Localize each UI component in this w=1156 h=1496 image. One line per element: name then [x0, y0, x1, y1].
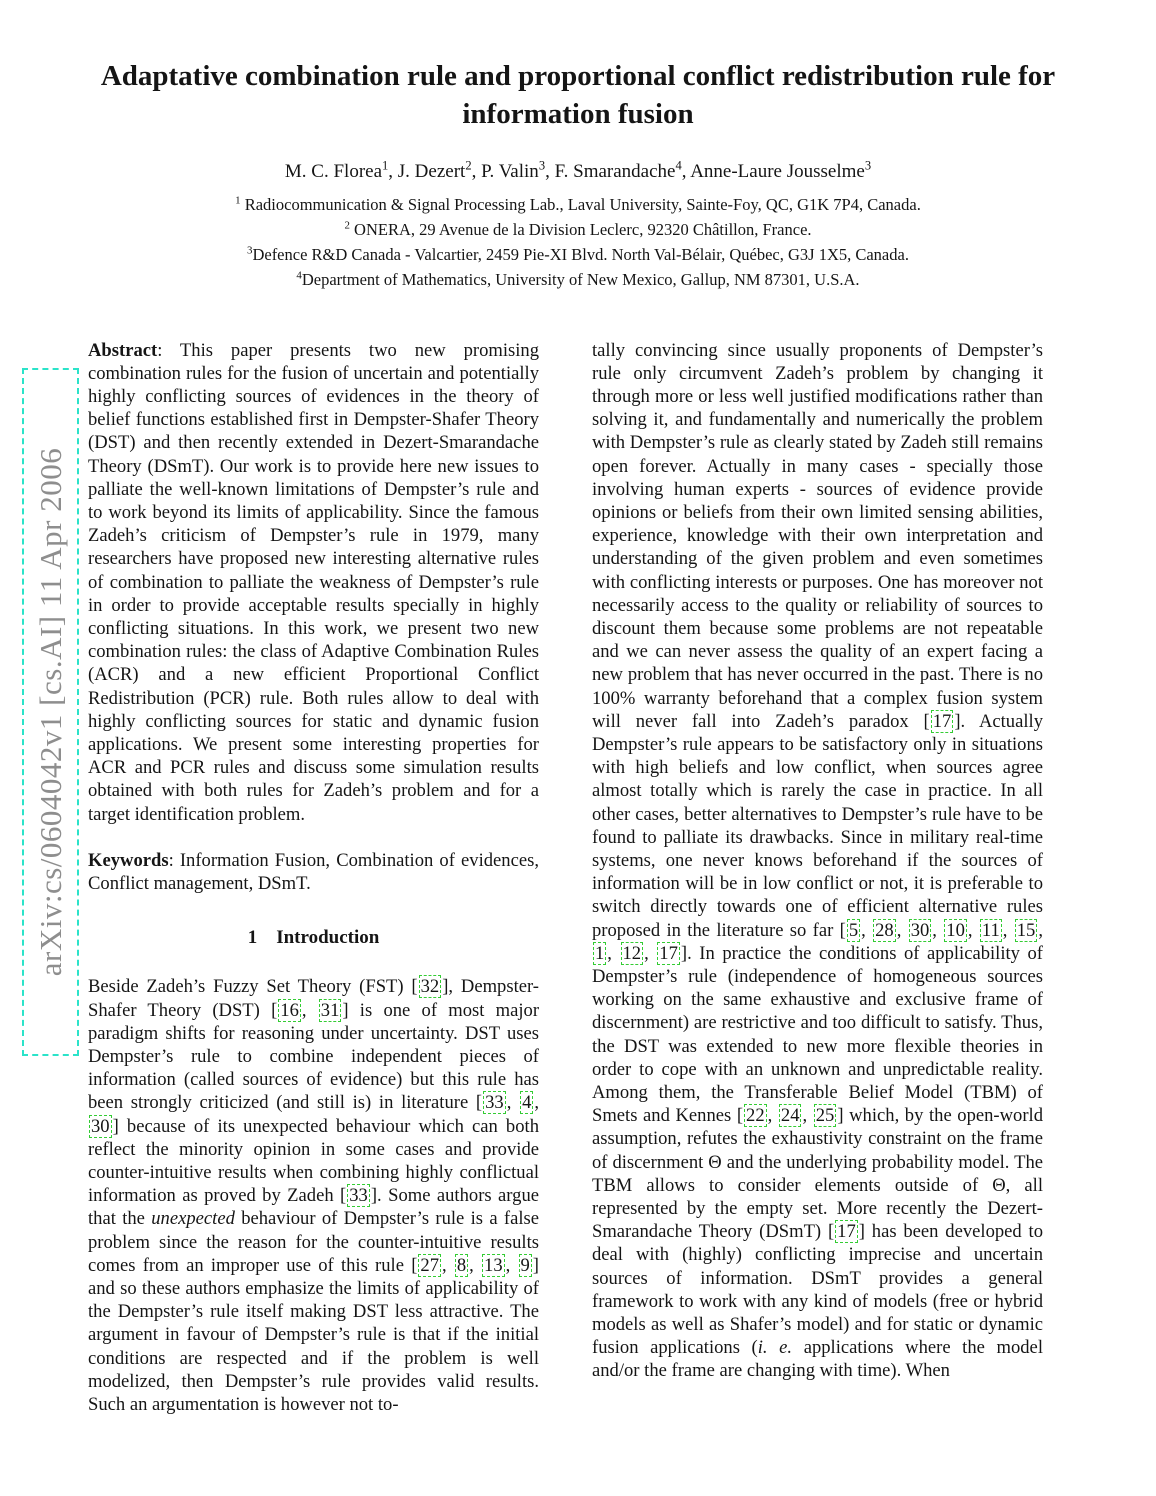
- affiliation-line: $^1$ Radiocommunication & Signal Processing Lab., Laval University, Sainte-Foy, QC, G1K 7P4, Canada.: [235, 194, 921, 214]
- citation-link[interactable]: 9: [520, 1254, 530, 1276]
- affiliation-line: $^2$ ONERA, 29 Avenue de la Division Leclerc, 92320 Châtillon, France.: [344, 219, 812, 239]
- paper-title: Adaptative combination rule and proportional conflict redistribution rule for information fusion: [100, 60, 1056, 131]
- citation-link[interactable]: 33: [349, 1185, 368, 1207]
- affiliation-line: $^4$Department of Mathematics, University of New Mexico, Gallup, NM 87301, U.S.A.: [296, 269, 860, 289]
- author-affiliation-ref: 2: [465, 158, 472, 173]
- author-name: Anne-Laure Jousselme: [690, 160, 865, 182]
- introduction-paragraph: Beside Zadeh’s Fuzzy Set Theory (FST) [ 32 ], Dempster-Shafer Theory (DST) [ 16 , 31 ] is one of most major paradigm shifts for reasoning under uncertainty. DST uses Dempster’s rule to combine independent pieces of information (called sources of evidence) but this rule has been strongly criticized (and still is) in literature [ 33 , 4 , 30 ] because of its unexpected behaviour which can both reflect the minority opinion in some cases and provide counter-intuitive results when combining highly conflictual information as proved by Zadeh [ 33 ]. Some authors argue that the unexpected behaviour of Dempster’s rule is a false problem since the reason for the counter-intuitive results comes from an improper use of this rule [ 27 , 8 , 13 , 9 ] and so these authors emphasize the limits of applicability of the Dempster’s rule itself making DST less attractive. The argument in favour of Dempster’s rule is that if the initial conditions are respected and if the problem is well modelized, then Dempster’s rule provides valid results. Such an argumentation is however not to-: [88, 976, 540, 1416]
- introduction-continuation-paragraph: tally convincing since usually proponents of Dempster’s rule only circumvent Zadeh’s problem by changing it through more or less well justified modifications rather than solving it, and fundamentally and numerically the problem with Dempster’s rule as clearly stated by Zadeh still remains open forever. Actually in many cases - specially those involving human experts - sources of evidence provide opinions or beliefs from their own limited sensing abilities, experience, knowledge with their own interpretation and understanding of the given problem and even sometimes with conflicting interests or purposes. One has moreover not necessarily access to the quality or reliability of sources to discount them because some problems are not repeatable and we can never assess the quality of an expert facing a new problem that has never occurred in the past. There is no 100% warranty beforehand that a complex fusion system will never fall into Zadeh’s paradox [ 17 ]. Actually Dempster’s rule appears to be satisfactory only in situations with high beliefs and low conflict, when sources agree almost totally which is rarely the case in practice. In all other cases, better alternatives to Dempster’s rule have to be found to palliate its drawbacks. Since in military real-time systems, one never knows beforehand if the sources of information will be in low conflict or not, it is preferable to switch directly towards one of efficient alternative rules proposed in the literature so far [ 5 , 28 , 30 , 10 , 11 , 15 , 1 , 12 , 17 ]. In practice the conditions of applicability of Dempster’s rule (independence of homogeneous sources working on the same exhaustive and exclusive frame of discernment) are restrictive and too difficult to satisfy. Thus, the DST was extended to new more flexible theories in order to cope with an unknown and unpredictable reality. Among them, the Transferable Belief Model (TBM) of Smets and Kennes [ 22 , 24 , 25 ] which, by the open-world assumption, refutes the exhaustivity constraint on the frame of discernment Θ and the underlying probability model. The TBM allows to consider elements outside of Θ, all represented by the empty set. More recently the Dezert-Smarandache Theory (DSmT) [ 17 ] has been developed to deal with (highly) conflicting imprecise and uncertain sources of information. DSmT provides a general framework to work with any kind of models (free or hybrid models as well as Shafer’s model) and for static or dynamic fusion applications (i. e. applications where the model and/or the frame are changing with time). When: [592, 339, 1044, 1382]
- citation-link[interactable]: 17: [837, 1221, 856, 1243]
- citation-link[interactable]: 11: [981, 919, 1000, 941]
- citation-link[interactable]: 16: [280, 999, 299, 1021]
- author-affiliation-ref: 3: [538, 158, 546, 173]
- author-affiliation-ref: 1: [382, 158, 389, 173]
- right-column: [592, 339, 1043, 1417]
- author-name: M. C. Florea: [284, 160, 383, 182]
- affiliation-line: $^3$Defence R&D Canada - Valcartier, 2459 Pie-XI Blvd. North Val-Bélair, Québec, G3J 1X5, Canada.: [247, 244, 909, 264]
- citation-link[interactable]: 30: [910, 919, 930, 941]
- two-column-body: [88, 339, 1043, 1417]
- citation-link[interactable]: 30: [91, 1115, 110, 1137]
- author-name: J. Dezert: [397, 160, 466, 182]
- author-line: M. C. Florea$^1$, J. Dezert$^2$, P. Valin$^3$, F. Smarandache$^4$, Anne-Laure Jousselme$^3$: [284, 158, 872, 182]
- arxiv-watermark-box: [22, 368, 79, 1056]
- author-name: F. Smarandache: [554, 160, 676, 182]
- abstract-paragraph: Abstract: This paper presents two new promising combination rules for the fusion of uncertain and potentially highly conflicting sources of evidences in the theory of belief functions established first in Dempster-Shafer Theory (DST) and then recently extended in Dezert-Smarandache Theory (DSmT). Our work is to provide here new issues to palliate the well-known limitations of Dempster’s rule and to work beyond its limits of applicability. Since the famous Zadeh’s criticism of Dempster’s rule in 1979, many researchers have proposed new interesting alternative rules of combination to palliate the weakness of Dempster’s rule in order to provide acceptable results specially in highly conflicting situations. In this work, we present two new combination rules: the class of Adaptive Combination Rules (ACR) and a new efficient Proportional Conflict Redistribution (PCR) rule. Both rules allow to deal with highly conflicting sources for static and dynamic fusion applications. We present some interesting properties for ACR and PCR rules and discuss some simulation results obtained with both rules for Zadeh’s problem and for a target identification problem.: [88, 339, 539, 825]
- citation-link[interactable]: 10: [946, 919, 965, 941]
- citation-link[interactable]: 4: [522, 1092, 532, 1114]
- author-name: P. Valin: [481, 160, 539, 182]
- citation-link[interactable]: 1: [595, 942, 605, 964]
- citation-link[interactable]: 17: [932, 710, 952, 732]
- citation-link[interactable]: 32: [420, 976, 440, 998]
- citation-link[interactable]: 22: [746, 1105, 765, 1127]
- citation-link[interactable]: 33: [485, 1092, 504, 1114]
- author-affiliation-ref: 3: [864, 158, 872, 173]
- citation-link[interactable]: 13: [484, 1254, 503, 1276]
- left-column: [88, 339, 539, 1417]
- citation-link[interactable]: 8: [456, 1254, 467, 1276]
- keywords-paragraph: Keywords: Information Fusion, Combination of evidences, Conflict management, DSmT.: [88, 849, 539, 894]
- citation-link[interactable]: 28: [875, 919, 894, 941]
- section-1-heading: 1 Introduction: [247, 927, 380, 949]
- citation-link[interactable]: 12: [622, 942, 642, 964]
- affiliations-block: [0, 192, 1156, 292]
- citation-link[interactable]: 24: [780, 1105, 800, 1127]
- citation-link[interactable]: 5: [848, 919, 859, 941]
- citation-link[interactable]: 15: [1016, 919, 1036, 941]
- author-affiliation-ref: 4: [675, 158, 682, 173]
- citation-link[interactable]: 31: [320, 999, 340, 1021]
- citation-link[interactable]: 17: [659, 942, 678, 964]
- arxiv-id-text: arXiv:cs/0604042v1 [cs.AI] 11 Apr 2006: [32, 447, 68, 977]
- citation-link[interactable]: 27: [420, 1254, 439, 1276]
- citation-link[interactable]: 25: [815, 1105, 835, 1127]
